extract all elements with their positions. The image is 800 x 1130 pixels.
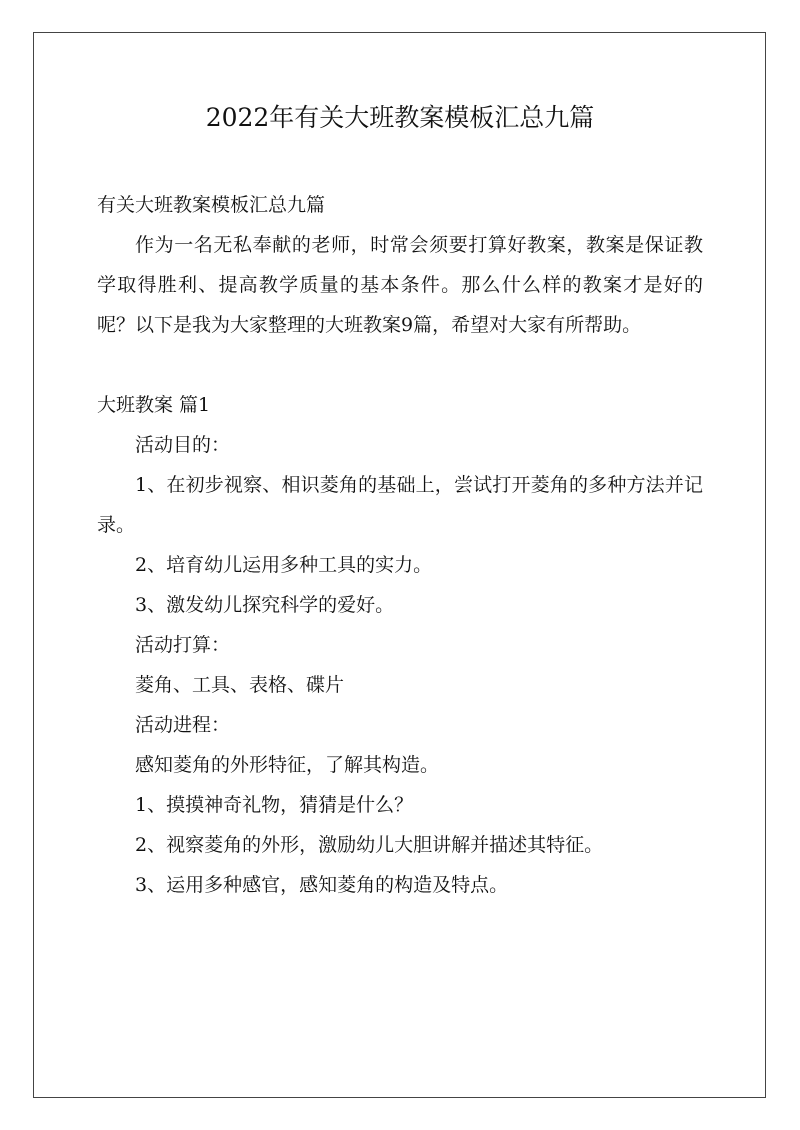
document-body [97,185,703,905]
paragraph-process-step-3: 3、运用多种感官，感知菱角的构造及特点。 [135,874,509,896]
paragraph-process-intro: 感知菱角的外形特征，了解其构造。 [135,754,440,776]
paragraph-materials: 菱角、工具、表格、碟片 [135,674,345,696]
paragraph-objective-1: 1、在初步视察、相识菱角的基础上，尝试打开菱角的多种方法并记录。 [97,474,703,536]
document-subtitle: 有关大班教案模板汇总九篇 [97,194,326,216]
paragraph-preparation-heading: 活动打算： [135,634,231,656]
paragraph-objective-2: 2、培育幼儿运用多种工具的实力。 [135,554,433,576]
paragraph-process-step-1: 1、摸摸神奇礼物，猜猜是什么？ [135,794,414,816]
paragraph-process-step-2: 2、视察菱角的外形，激励幼儿大胆讲解并描述其特征。 [135,834,604,856]
paragraph-objectives-heading: 活动目的： [135,434,231,456]
blank-line [97,345,703,385]
paragraph-process-heading: 活动进程： [135,714,231,736]
document-title: 2022年有关大班教案模板汇总九篇 [205,103,595,132]
section-heading: 大班教案 篇1 [97,394,211,416]
intro-paragraph: 作为一名无私奉献的老师，时常会须要打算好教案，教案是保证教学取得胜利、提高教学质量的基本条件。那么什么样的教案才是好的呢？以下是我为大家整理的大班教案9篇，希望对大家有所帮助。 [97,234,703,336]
paragraph-objective-3: 3、激发幼儿探究科学的爱好。 [135,594,395,616]
